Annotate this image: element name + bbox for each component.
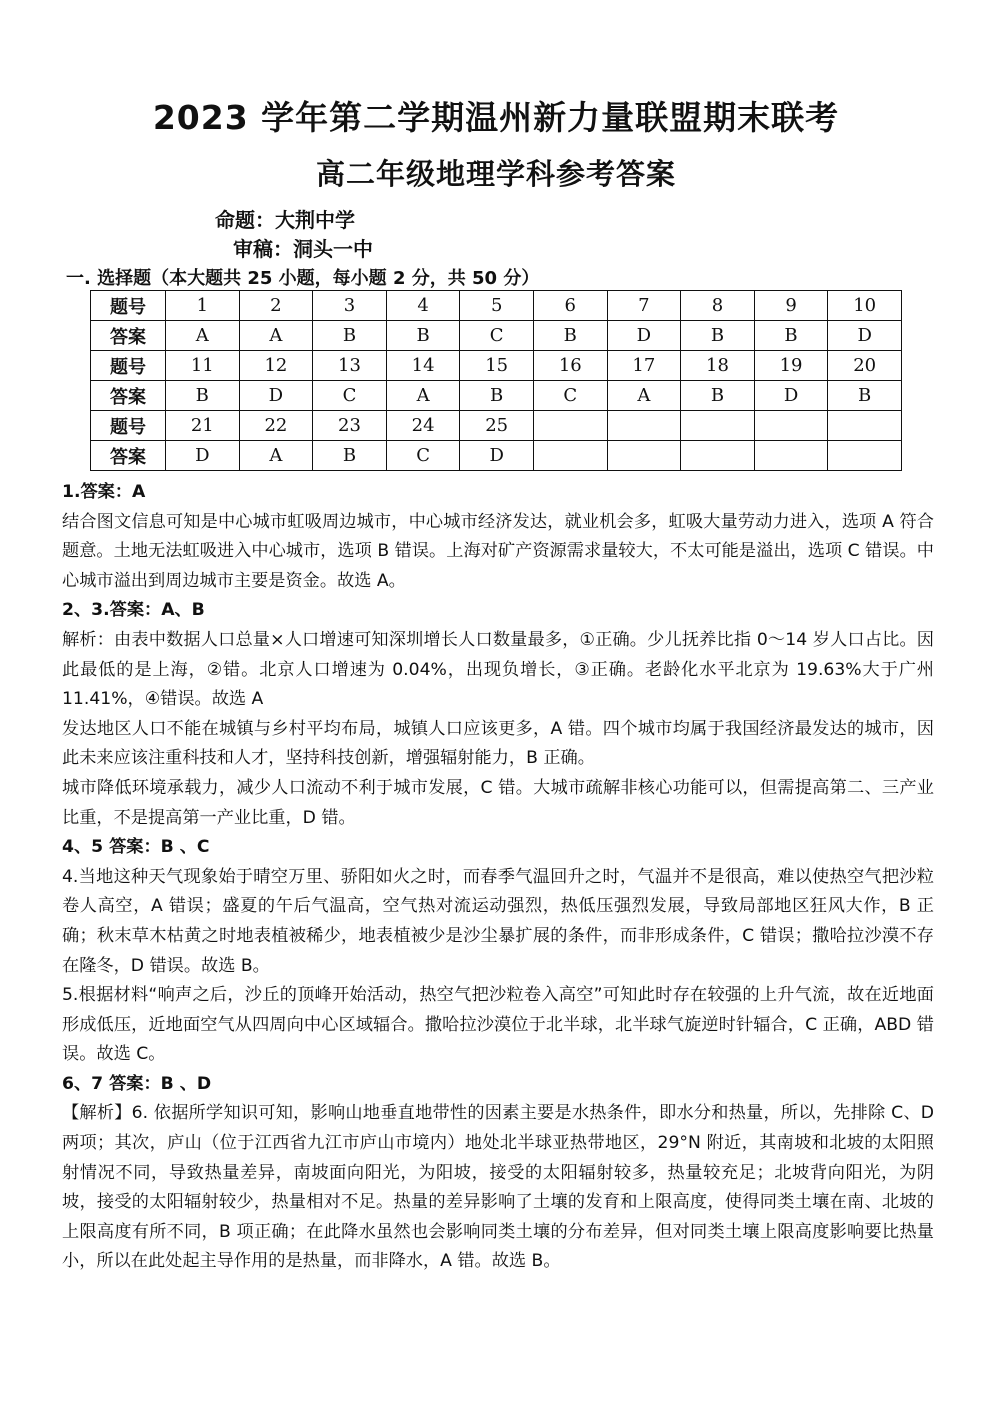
question-number-cell xyxy=(607,411,681,441)
row-header-number: 题号 xyxy=(91,291,166,321)
answer-cell xyxy=(607,441,681,471)
question-number-cell: 20 xyxy=(828,351,902,381)
question-number-cell: 3 xyxy=(313,291,387,321)
row-header-answer: 答案 xyxy=(91,321,166,351)
answer-cell: A xyxy=(239,441,313,471)
answer-heading: 6、7 答案：B 、D xyxy=(62,1073,212,1094)
question-number-cell: 25 xyxy=(460,411,534,441)
author-line: 命题：大荆中学 xyxy=(215,208,355,232)
document-title: 2023 学年第二学期温州新力量联盟期末联考 xyxy=(152,98,840,137)
explanation-paragraph: 城市降低环境承载力，减少人口流动不利于城市发展，C 错。大城市疏解非核心功能可以，但需提高第二、三产业比重，不是提高第一产业比重，D 错。 xyxy=(62,777,934,828)
answer-cell: D xyxy=(460,441,534,471)
answer-heading: 1.答案：A xyxy=(62,482,146,502)
answer-cell: D xyxy=(828,321,902,351)
answer-cell: B xyxy=(828,381,902,411)
answer-cell: C xyxy=(533,381,607,411)
answer-cell: A xyxy=(386,381,460,411)
table-row-answers xyxy=(91,321,902,351)
answer-cell: B xyxy=(166,381,240,411)
section-title: 一. 选择题（本大题共 25 小题，每小题 2 分，共 50 分） xyxy=(66,268,540,289)
explanation-paragraph: 【解析】6. 依据所学知识可知，影响山地垂直地带性的因素主要是水热条件，即水分和热量，所以，先排除 C、D 两项；其次，庐山（位于江西省九江市庐山市境内）地处北半球亚热带地区，29°N 附近，其南坡和北坡的太阳照射情况不同，导致热量差异，南坡面向阳光，为阳坡，接受的太阳辐射较多，热量较充足；北坡背向阳光，为阴坡，接受的太阳辐射较少，热量相对不足。热量的差异影响了土壤的发育和上限高度，使得同类土壤在南、北坡的上限高度有所不同，B 项正确；在此降水虽然也会影响同类土壤的分布差异，但对同类土壤上限高度影响要比热量小，所以在此处起主导作用的是热量，而非降水，A 错。故选 B。 xyxy=(62,1103,934,1272)
question-number-cell: 4 xyxy=(386,291,460,321)
question-number-cell xyxy=(754,411,828,441)
question-number-cell: 1 xyxy=(166,291,240,321)
table-row-numbers xyxy=(91,411,902,441)
row-header-answer: 答案 xyxy=(91,441,166,471)
answer-cell: A xyxy=(239,321,313,351)
answer-cell: B xyxy=(313,441,387,471)
question-number-cell: 14 xyxy=(386,351,460,381)
question-number-cell: 11 xyxy=(166,351,240,381)
table-row-answers xyxy=(91,441,902,471)
question-number-cell: 21 xyxy=(166,411,240,441)
explanation-paragraph: 结合图文信息可知是中心城市虹吸周边城市，中心城市经济发达，就业机会多，虹吸大量劳动力进入，选项 A 符合题意。土地无法虹吸进入中心城市，选项 B 错误。上海对矿产资源需求量较大，不太可能是溢出，选项 C 错误。中心城市溢出到周边城市主要是资金。故选 A。 xyxy=(62,511,934,591)
answer-heading: 2、3.答案：A、B xyxy=(62,600,205,621)
answer-cell: B xyxy=(386,321,460,351)
answer-cell: B xyxy=(681,321,755,351)
question-number-cell: 10 xyxy=(828,291,902,321)
question-number-cell: 22 xyxy=(239,411,313,441)
answer-cell: C xyxy=(313,381,387,411)
question-number-cell: 18 xyxy=(681,351,755,381)
answer-cell: D xyxy=(754,381,828,411)
answer-cell xyxy=(533,441,607,471)
row-header-number: 题号 xyxy=(91,411,166,441)
explanation-paragraph: 4.当地这种天气现象始于晴空万里、骄阳如火之时，而春季气温回升之时，气温并不是很高，难以使热空气把沙粒卷人高空，A 错误；盛夏的午后气温高，空气热对流运动强烈，热低压强烈发展，导致局部地区狂风大作，B 正确；秋末草木枯黄之时地表植被稀少，地表植被少是沙尘暴扩展的条件，而非形成条件，C 错误；撒哈拉沙漠不存在隆冬，D 错误。故选 B。 xyxy=(62,866,934,976)
question-number-cell xyxy=(828,411,902,441)
question-number-cell: 15 xyxy=(460,351,534,381)
table-row-numbers xyxy=(91,351,902,381)
answer-cell: D xyxy=(166,441,240,471)
question-number-cell: 12 xyxy=(239,351,313,381)
question-number-cell: 17 xyxy=(607,351,681,381)
answer-cell: C xyxy=(386,441,460,471)
answer-cell xyxy=(828,441,902,471)
question-number-cell: 2 xyxy=(239,291,313,321)
answer-cell: B xyxy=(754,321,828,351)
question-number-cell: 23 xyxy=(313,411,387,441)
explanation-paragraph: 5.根据材料“响声之后，沙丘的顶峰开始活动，热空气把沙粒卷入高空”可知此时存在较强的上升气流，故在近地面形成低压，近地面空气从四周向中心区域辐合。撒哈拉沙漠位于北半球，北半球气旋逆时针辐合，C 正确，ABD 错误。故选 C。 xyxy=(62,985,934,1065)
answer-table xyxy=(90,290,902,471)
reviewer-line: 审稿：洞头一中 xyxy=(233,237,373,261)
answer-cell: A xyxy=(607,381,681,411)
explanation-paragraph: 解析：由表中数据人口总量×人口增速可知深圳增长人口数量最多，①正确。少儿抚养比指 0～14 岁人口占比。因此最低的是上海，②错。北京人口增速为 0.04%，出现负增长，③正确。老龄化水平北京为 19.63%大于广州 11.41%，④错误。故选 A xyxy=(62,629,934,710)
document-subtitle: 高二年级地理学科参考答案 xyxy=(315,157,676,191)
question-number-cell: 7 xyxy=(607,291,681,321)
answer-cell: C xyxy=(460,321,534,351)
answer-cell: B xyxy=(681,381,755,411)
question-number-cell: 19 xyxy=(754,351,828,381)
answer-cell xyxy=(754,441,828,471)
question-number-cell: 8 xyxy=(681,291,755,321)
question-number-cell: 5 xyxy=(460,291,534,321)
question-number-cell xyxy=(681,411,755,441)
explanation-paragraph: 发达地区人口不能在城镇与乡村平均布局，城镇人口应该更多，A 错。四个城市均属于我国经济最发达的城市，因此未来应该注重科技和人才，坚持科技创新，增强辐射能力，B 正确。 xyxy=(62,718,934,769)
answer-cell xyxy=(681,441,755,471)
question-number-cell xyxy=(533,411,607,441)
answer-cell: B xyxy=(460,381,534,411)
answer-cell: D xyxy=(607,321,681,351)
question-number-cell: 13 xyxy=(313,351,387,381)
answer-cell: B xyxy=(313,321,387,351)
question-number-cell: 24 xyxy=(386,411,460,441)
table-row-answers xyxy=(91,381,902,411)
answer-heading: 4、5 答案：B 、C xyxy=(62,837,210,858)
explanations xyxy=(62,478,934,1277)
answer-cell: D xyxy=(239,381,313,411)
question-number-cell: 9 xyxy=(754,291,828,321)
row-header-number: 题号 xyxy=(91,351,166,381)
answer-cell: B xyxy=(533,321,607,351)
question-number-cell: 6 xyxy=(533,291,607,321)
row-header-answer: 答案 xyxy=(91,381,166,411)
question-number-cell: 16 xyxy=(533,351,607,381)
answer-cell: A xyxy=(166,321,240,351)
table-row-numbers xyxy=(91,291,902,321)
